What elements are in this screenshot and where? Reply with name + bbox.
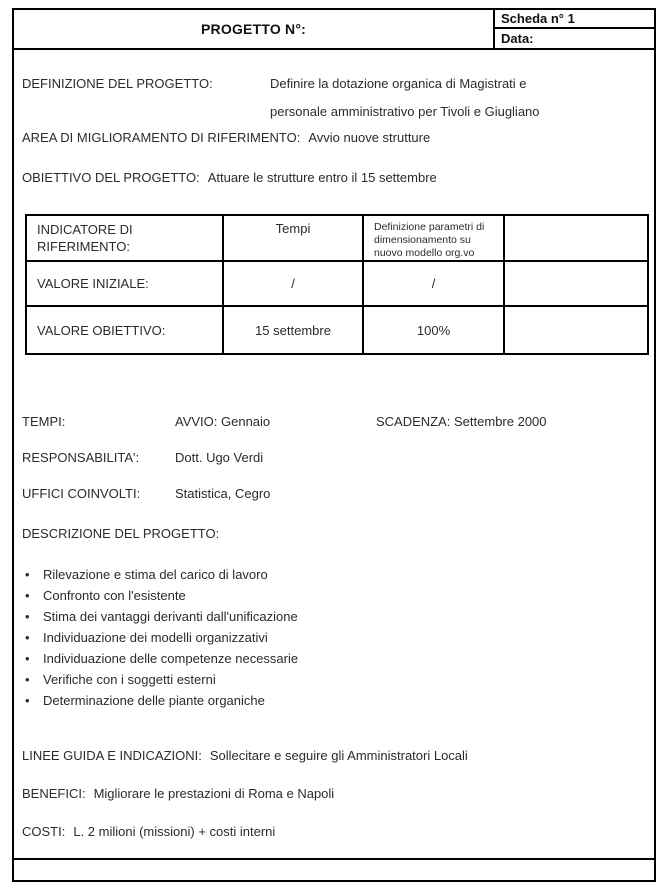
guidelines-row — [22, 748, 646, 764]
objective-value: Attuare le strutture entro il 15 settembre — [207, 170, 437, 185]
footer-strip — [14, 858, 654, 880]
valore-obiettivo-empty-cell — [504, 306, 648, 354]
valore-obiettivo-col3-cell: 100% — [363, 306, 504, 354]
sheet-header — [14, 10, 654, 50]
guidelines-value: Sollecitare e seguire gli Amministratori Locali — [209, 748, 468, 763]
list-item: • Determinazione delle piante organiche — [22, 690, 298, 711]
table-row — [26, 215, 648, 261]
list-item: • Rilevazione e stima del carico di lavoro — [22, 564, 298, 585]
indicator-label-cell — [26, 215, 223, 261]
data-label: Data: — [501, 31, 534, 46]
valore-iniziale-empty-cell — [504, 261, 648, 306]
offices-row — [22, 486, 646, 502]
valore-obiettivo-label-cell: VALORE OBIETTIVO: — [26, 306, 223, 354]
objective-label: OBIETTIVO DEL PROGETTO: — [22, 170, 200, 185]
table-row — [26, 306, 648, 354]
definition-value-line1: Definire la dotazione organica di Magistrati e — [270, 76, 527, 91]
list-item: • Individuazione delle competenze necessarie — [22, 648, 298, 669]
tempi-row — [22, 414, 646, 430]
valore-iniziale-label-cell: VALORE INIZIALE: — [26, 261, 223, 306]
project-sheet — [12, 8, 656, 882]
parametri-line3: nuovo modello org.vo — [374, 247, 475, 259]
area-label: AREA DI MIGLIORAMENTO DI RIFERIMENTO: — [22, 130, 301, 145]
area-value: Avvio nuove strutture — [308, 130, 431, 145]
avvio-text: AVVIO: Gennaio — [175, 414, 271, 429]
valore-obiettivo-col2-cell: 15 settembre — [223, 306, 363, 354]
scadenza-text: SCADENZA: Settembre 2000 — [376, 414, 547, 429]
indicator-tempi-cell: Tempi — [223, 215, 363, 261]
objective-row — [22, 170, 646, 186]
indicators-table — [25, 214, 649, 355]
definition-value — [270, 70, 540, 126]
description-bullet-list — [22, 564, 298, 711]
list-item: • Stima dei vantaggi derivanti dall'unificazione — [22, 606, 298, 627]
benefits-value: Migliorare le prestazioni di Roma e Napoli — [93, 786, 335, 801]
sheet-body — [14, 50, 654, 858]
costs-value: L. 2 milioni (missioni) + costi interni — [73, 824, 276, 839]
benefits-row — [22, 786, 646, 802]
project-number-label: PROGETTO N°: — [201, 21, 306, 37]
tempi-label: TEMPI: — [22, 414, 66, 429]
indicator-label: INDICATORE DI RIFERIMENTO: — [37, 222, 133, 254]
project-number-cell — [14, 10, 493, 48]
parametri-line1: Definizione parametri di — [374, 221, 485, 233]
scheda-label: Scheda n° 1 — [501, 11, 575, 26]
responsibility-label: RESPONSABILITA': — [22, 450, 140, 465]
costs-row — [22, 824, 646, 840]
list-item: • Verifiche con i soggetti esterni — [22, 669, 298, 690]
indicator-empty-cell — [504, 215, 648, 261]
responsibility-value: Dott. Ugo Verdi — [175, 450, 264, 465]
costs-label: COSTI: — [22, 824, 66, 839]
definition-value-line2: personale amministrativo per Tivoli e Giugliano — [270, 104, 540, 119]
offices-value: Statistica, Cegro — [175, 486, 271, 501]
benefits-label: BENEFICI: — [22, 786, 86, 801]
scheda-data-box — [493, 10, 654, 48]
description-label: DESCRIZIONE DEL PROGETTO: — [22, 526, 220, 541]
scheda-cell — [495, 10, 654, 29]
valore-iniziale-col3-cell: / — [363, 261, 504, 306]
responsibility-row — [22, 450, 646, 466]
offices-label: UFFICI COINVOLTI: — [22, 486, 141, 501]
data-cell — [495, 29, 654, 48]
area-row — [22, 130, 646, 146]
indicator-parametri-cell — [363, 215, 504, 261]
definition-row — [22, 76, 646, 126]
guidelines-label: LINEE GUIDA E INDICAZIONI: — [22, 748, 202, 763]
valore-iniziale-col2-cell: / — [223, 261, 363, 306]
list-item: • Confronto con l'esistente — [22, 585, 298, 606]
list-item: • Individuazione dei modelli organizzativi — [22, 627, 298, 648]
parametri-line2: dimensionamento su — [374, 234, 471, 246]
definition-label: DEFINIZIONE DEL PROGETTO: — [22, 76, 213, 91]
table-row — [26, 261, 648, 306]
